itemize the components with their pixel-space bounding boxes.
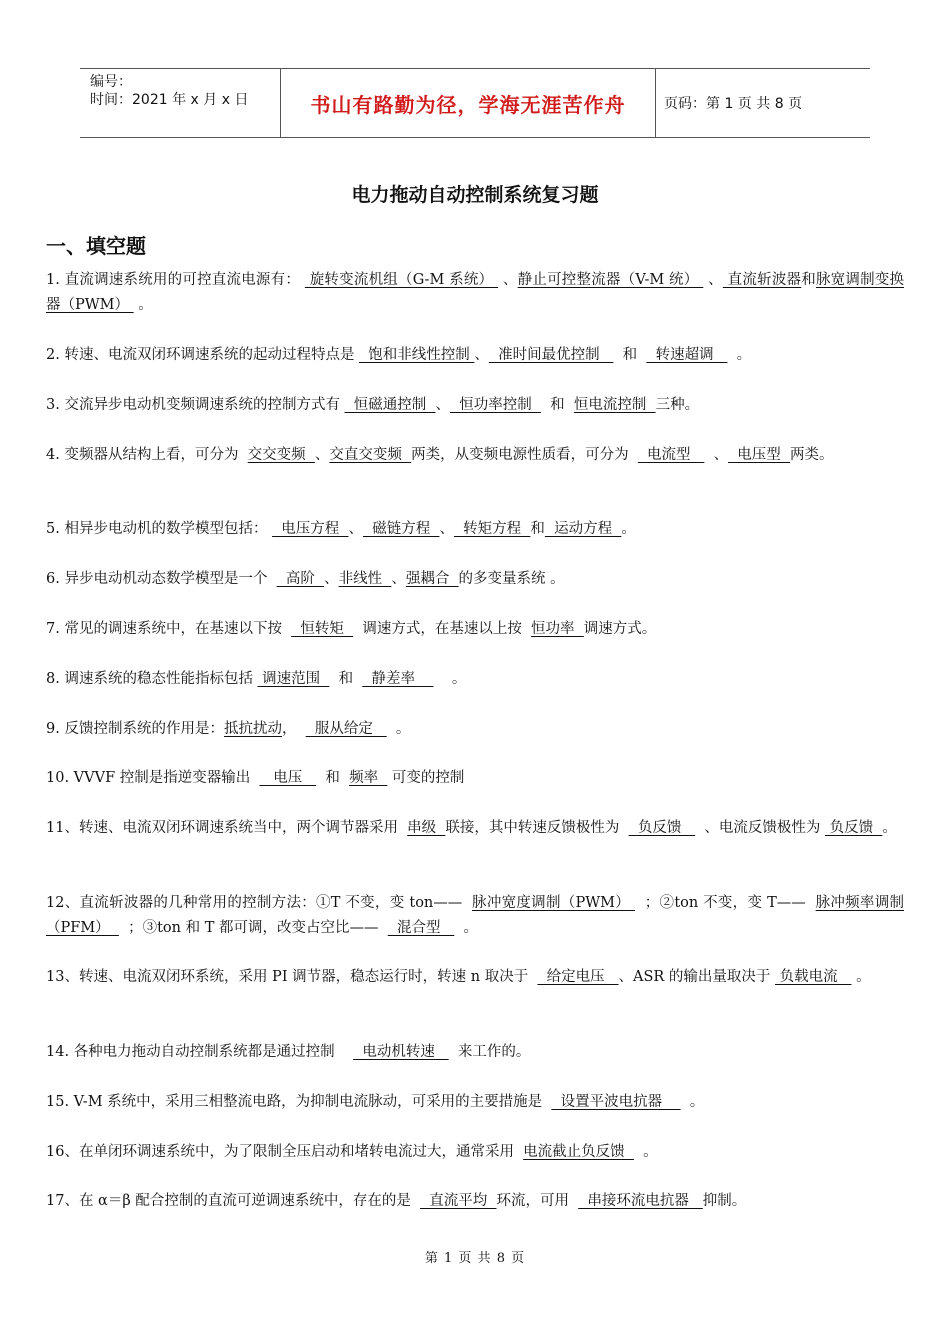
question-15 bbox=[46, 1090, 904, 1115]
answer-blank: 交直交变频 bbox=[329, 447, 412, 463]
question-text: 和 bbox=[530, 521, 545, 537]
question-text: 9. 反馈控制系统的作用是： bbox=[46, 721, 224, 737]
question-text: 和 bbox=[329, 671, 363, 687]
answer-blank: 恒功率 bbox=[531, 621, 584, 637]
question-text: 4. 变频器从结构上看，可分为 bbox=[46, 447, 248, 463]
question-text: 1. 直流调速系统用的可控直流电源有： bbox=[46, 272, 305, 288]
question-text: 。 bbox=[633, 1144, 658, 1160]
question-4 bbox=[46, 443, 904, 468]
question-text: 、ASR 的输出量取决于 bbox=[618, 969, 776, 985]
question-text: 和 bbox=[316, 770, 350, 786]
header-motto-cell bbox=[280, 69, 656, 137]
answer-blank: 恒转矩 bbox=[291, 621, 354, 637]
answer-blank: 脉冲宽度调制（PWM） bbox=[472, 895, 635, 911]
answer-blank: 准时间最优控制 bbox=[488, 347, 614, 363]
answer-blank: 运动方程 bbox=[544, 521, 622, 537]
question-10 bbox=[46, 766, 904, 791]
answer-blank: 转矩方程 bbox=[453, 521, 531, 537]
question-5 bbox=[46, 517, 904, 542]
question-17 bbox=[46, 1189, 904, 1214]
answer-blank: 转速超调 bbox=[646, 347, 728, 363]
answer-blank: 负载电流 bbox=[775, 969, 852, 985]
question-text: ；③ton 和 T 都可调，改变占空比—— bbox=[118, 920, 388, 936]
answer-blank: 直流斩波器 bbox=[722, 272, 802, 288]
question-text: 、 bbox=[435, 397, 450, 413]
document-title: 电力拖动自动控制系统复习题 bbox=[351, 184, 599, 206]
answer-blank: 电压型 bbox=[728, 447, 791, 463]
question-text: 和 bbox=[613, 347, 647, 363]
page-footer: 第 1 页 共 8 页 bbox=[424, 1251, 526, 1266]
question-text: 的多变量系统 。 bbox=[458, 571, 565, 587]
answer-blank: 电压 bbox=[259, 770, 317, 786]
document-header bbox=[80, 68, 870, 138]
number-label: 编号： bbox=[90, 74, 132, 90]
question-3 bbox=[46, 393, 904, 418]
question-12 bbox=[46, 891, 904, 941]
question-text: 。 bbox=[454, 920, 478, 936]
question-text: 5. 相异步电动机的数学模型包括： bbox=[46, 521, 273, 537]
question-6 bbox=[46, 567, 904, 592]
answer-blank: 脉宽调制变换器（PWM） bbox=[46, 272, 905, 313]
answer-blank: 交交变频 bbox=[247, 447, 315, 463]
question-16 bbox=[46, 1140, 904, 1165]
question-8 bbox=[46, 667, 904, 692]
question-text: ， bbox=[281, 721, 306, 737]
question-text: 、 bbox=[704, 447, 729, 463]
answer-blank: 给定电压 bbox=[537, 969, 619, 985]
question-text: 6. 异步电动机动态数学模型是一个 bbox=[46, 571, 277, 587]
question-text: 两类。 bbox=[790, 447, 834, 463]
question-text: 。 bbox=[680, 1094, 705, 1110]
question-text: 。 bbox=[851, 969, 871, 985]
question-text: 。 bbox=[727, 347, 752, 363]
question-text: 14. 各种电力拖动自动控制系统都是通过控制 bbox=[46, 1044, 354, 1060]
question-text: 、 bbox=[324, 571, 339, 587]
answer-blank: 负反馈 bbox=[824, 820, 883, 836]
answer-blank: 负反馈 bbox=[628, 820, 696, 836]
question-9 bbox=[46, 717, 904, 742]
answer-blank: 磁链方程 bbox=[363, 521, 440, 537]
question-text: 、 bbox=[439, 521, 454, 537]
answer-blank: 恒磁通控制 bbox=[344, 397, 436, 413]
answer-blank: 串接环流电抗器 bbox=[578, 1193, 703, 1209]
question-text: 17、在 α＝β 配合控制的直流可逆调速系统中，存在的是 bbox=[46, 1193, 421, 1209]
answer-blank: 调速范围 bbox=[257, 671, 330, 687]
question-text: 。 bbox=[433, 671, 467, 687]
answer-blank: 频率 bbox=[349, 770, 388, 786]
question-text: 联接，其中转速反馈极性为 bbox=[445, 820, 629, 836]
answer-blank: 串级 bbox=[407, 820, 446, 836]
question-text: 。 bbox=[133, 297, 153, 313]
question-7 bbox=[46, 617, 904, 642]
question-11 bbox=[46, 816, 904, 841]
question-text: 、 bbox=[474, 347, 489, 363]
answer-blank: 强耦合 bbox=[405, 571, 459, 587]
question-text: 3. 交流异步电动机变频调速系统的控制方式有 bbox=[46, 397, 345, 413]
question-13 bbox=[46, 965, 904, 990]
answer-blank: 静止可控整流器（V-M 统） bbox=[517, 272, 704, 288]
question-text: 、 bbox=[348, 521, 363, 537]
question-text: 、 bbox=[703, 272, 723, 288]
date-label: 时间：2021 年 x 月 x 日 bbox=[90, 92, 249, 108]
question-text: 。 bbox=[882, 820, 897, 836]
question-text: 、电流反馈极性为 bbox=[695, 820, 825, 836]
question-text: 10. VVVF 控制是指逆变器输出 bbox=[46, 770, 260, 786]
header-info-cell bbox=[80, 69, 280, 137]
answer-blank: 高阶 bbox=[276, 571, 325, 587]
answer-blank: 混合型 bbox=[387, 920, 455, 936]
question-text: 和 bbox=[540, 397, 574, 413]
answer-blank: 恒电流控制 bbox=[573, 397, 656, 413]
answer-blank: 抵抗扰动 bbox=[223, 721, 282, 737]
question-14 bbox=[46, 1040, 904, 1065]
motto-text: 书山有路勤为径，学海无涯苦作舟 bbox=[310, 92, 626, 117]
answer-blank: 直流平均 bbox=[420, 1193, 497, 1209]
question-text: 来工作的。 bbox=[448, 1044, 531, 1060]
question-text: 抑制。 bbox=[702, 1193, 747, 1209]
question-text: 。 bbox=[621, 521, 636, 537]
answer-blank: 脉冲频率调制（PFM） bbox=[46, 895, 904, 936]
question-text: 13、转速、电流双闭环系统，采用 PI 调节器，稳态运行时，转速 n 取决于 bbox=[46, 969, 538, 985]
page-label: 页码：第 1 页 共 8 页 bbox=[664, 96, 803, 112]
question-text: 。 bbox=[386, 721, 411, 737]
answer-blank: 恒功率控制 bbox=[450, 397, 541, 413]
answer-blank: 静差率 bbox=[362, 671, 434, 687]
question-text: 、 bbox=[498, 272, 518, 288]
question-text: 12、直流斩波器的几种常用的控制方法：①T 不变，变 ton—— bbox=[46, 895, 473, 911]
answer-blank: 饱和非线性控制 bbox=[359, 347, 475, 363]
answer-blank: 服从给定 bbox=[305, 721, 387, 737]
question-text: 两类，从变频电源性质看，可分为 bbox=[411, 447, 638, 463]
answer-blank: 旋转变流机组（G-M 系统） bbox=[304, 272, 499, 288]
question-1 bbox=[46, 268, 904, 318]
answer-blank: 电动机转速 bbox=[353, 1044, 449, 1060]
question-text: 16、在单闭环调速系统中，为了限制全压启动和堵转电流过大，通常采用 bbox=[46, 1144, 524, 1160]
section-title: 一、填空题 bbox=[46, 234, 146, 258]
answer-blank: 电流型 bbox=[637, 447, 705, 463]
question-text: 环流，可用 bbox=[496, 1193, 579, 1209]
question-text: 2. 转速、电流双闭环调速系统的起动过程特点是 bbox=[46, 347, 360, 363]
answer-blank: 非线性 bbox=[338, 571, 392, 587]
answer-blank: 设置平波电抗器 bbox=[551, 1094, 681, 1110]
question-text: 11、转速、电流双闭环调速系统当中，两个调节器采用 bbox=[46, 820, 408, 836]
question-text: 和 bbox=[801, 272, 816, 288]
question-2 bbox=[46, 343, 904, 368]
question-text: 15. V-M 系统中，采用三相整流电路，为抑制电流脉动，可采用的主要措施是 bbox=[46, 1094, 552, 1110]
question-text: 、 bbox=[391, 571, 406, 587]
answer-blank: 电流截止负反馈 bbox=[523, 1144, 634, 1160]
header-page-cell bbox=[654, 69, 870, 137]
question-text: 、 bbox=[314, 447, 330, 463]
answer-blank: 电压方程 bbox=[272, 521, 349, 537]
question-text: 可变的控制 bbox=[387, 770, 465, 786]
question-text: 8. 调速系统的稳态性能指标包括 bbox=[46, 671, 258, 687]
question-text: 调速方式。 bbox=[583, 621, 657, 637]
question-text: ；②ton 不变，变 T—— bbox=[634, 895, 816, 911]
question-text: 三种。 bbox=[655, 397, 700, 413]
question-text: 调速方式，在基速以上按 bbox=[353, 621, 532, 637]
question-text: 7. 常见的调速系统中，在基速以下按 bbox=[46, 621, 292, 637]
